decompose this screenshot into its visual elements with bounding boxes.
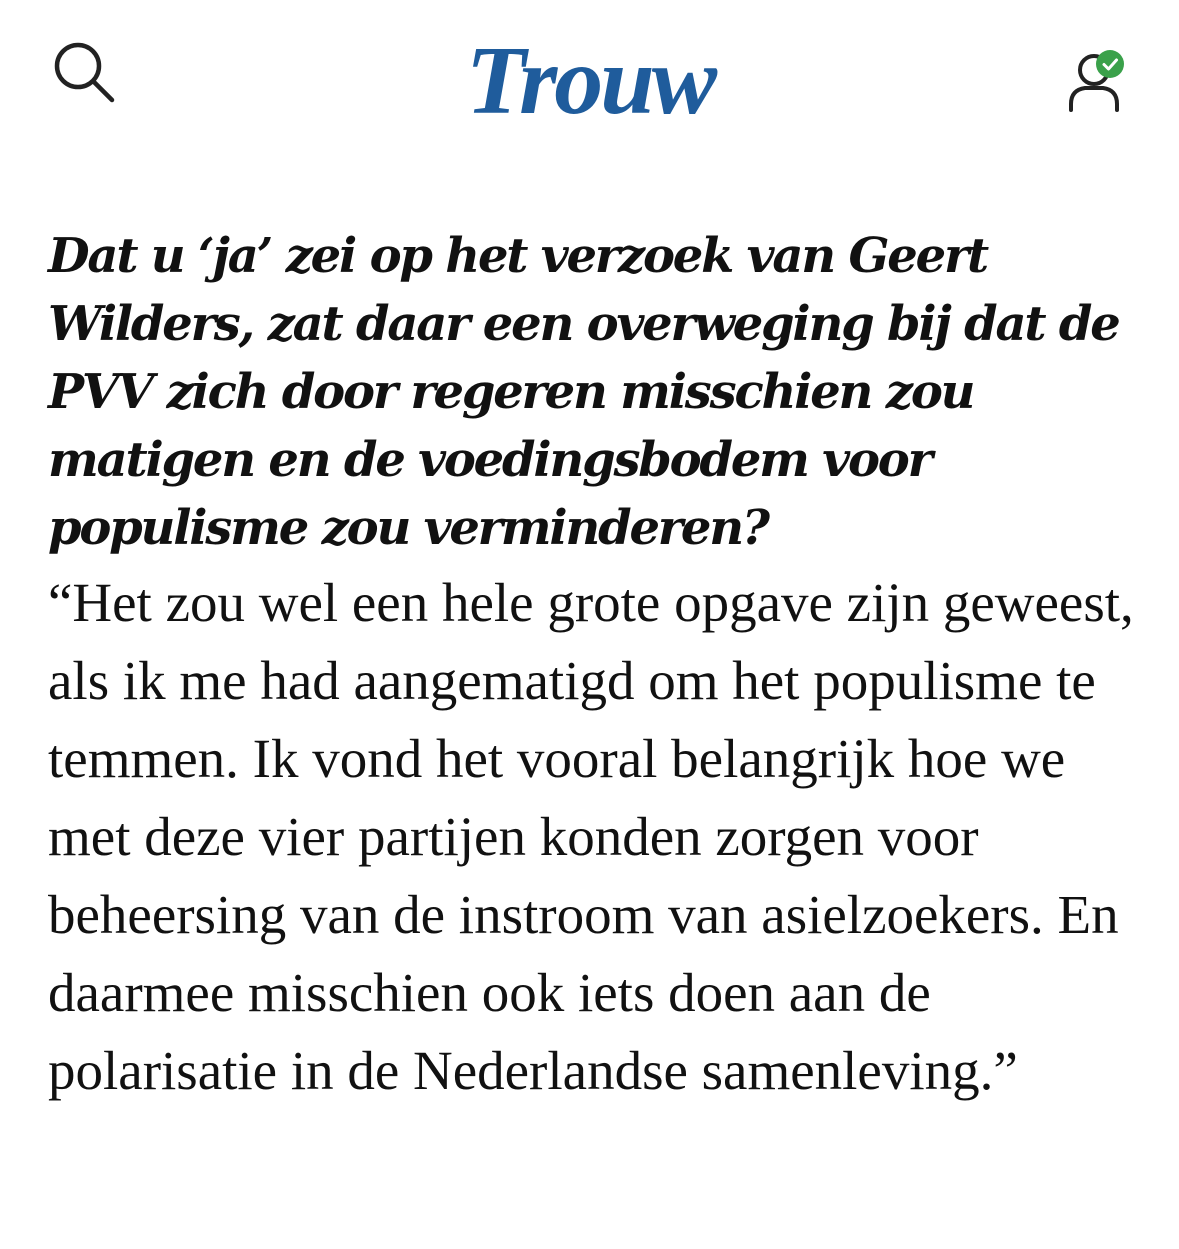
search-button[interactable] [50,38,118,106]
interview-question: Dat u ‘ja’ zei op het verzoek van Geert Wilders, zat daar een overweging bij dat de PVV zich door regeren misschien zou matigen en de voedingsbodem voor populisme zou verminderen? [48,228,1119,556]
verified-badge [1096,50,1124,78]
top-bar [0,0,1179,160]
interview-article [48,222,1138,1110]
search-icon [50,38,118,106]
interview-answer: “Het zou wel een hele grote opgave zijn geweest, als ik me had aangematigd om het populisme te temmen. Ik vond het vooral belangrijk hoe we met deze vier partijen konden zorgen voor beheersing van de instroom van asielzoekers. En daarmee misschien ook iets doen aan de polarisatie in de Nederlandse samenleving.” [48,572,1134,1101]
checkmark-icon [1096,50,1124,78]
trouw-logo[interactable]: Trouw [465,27,715,135]
